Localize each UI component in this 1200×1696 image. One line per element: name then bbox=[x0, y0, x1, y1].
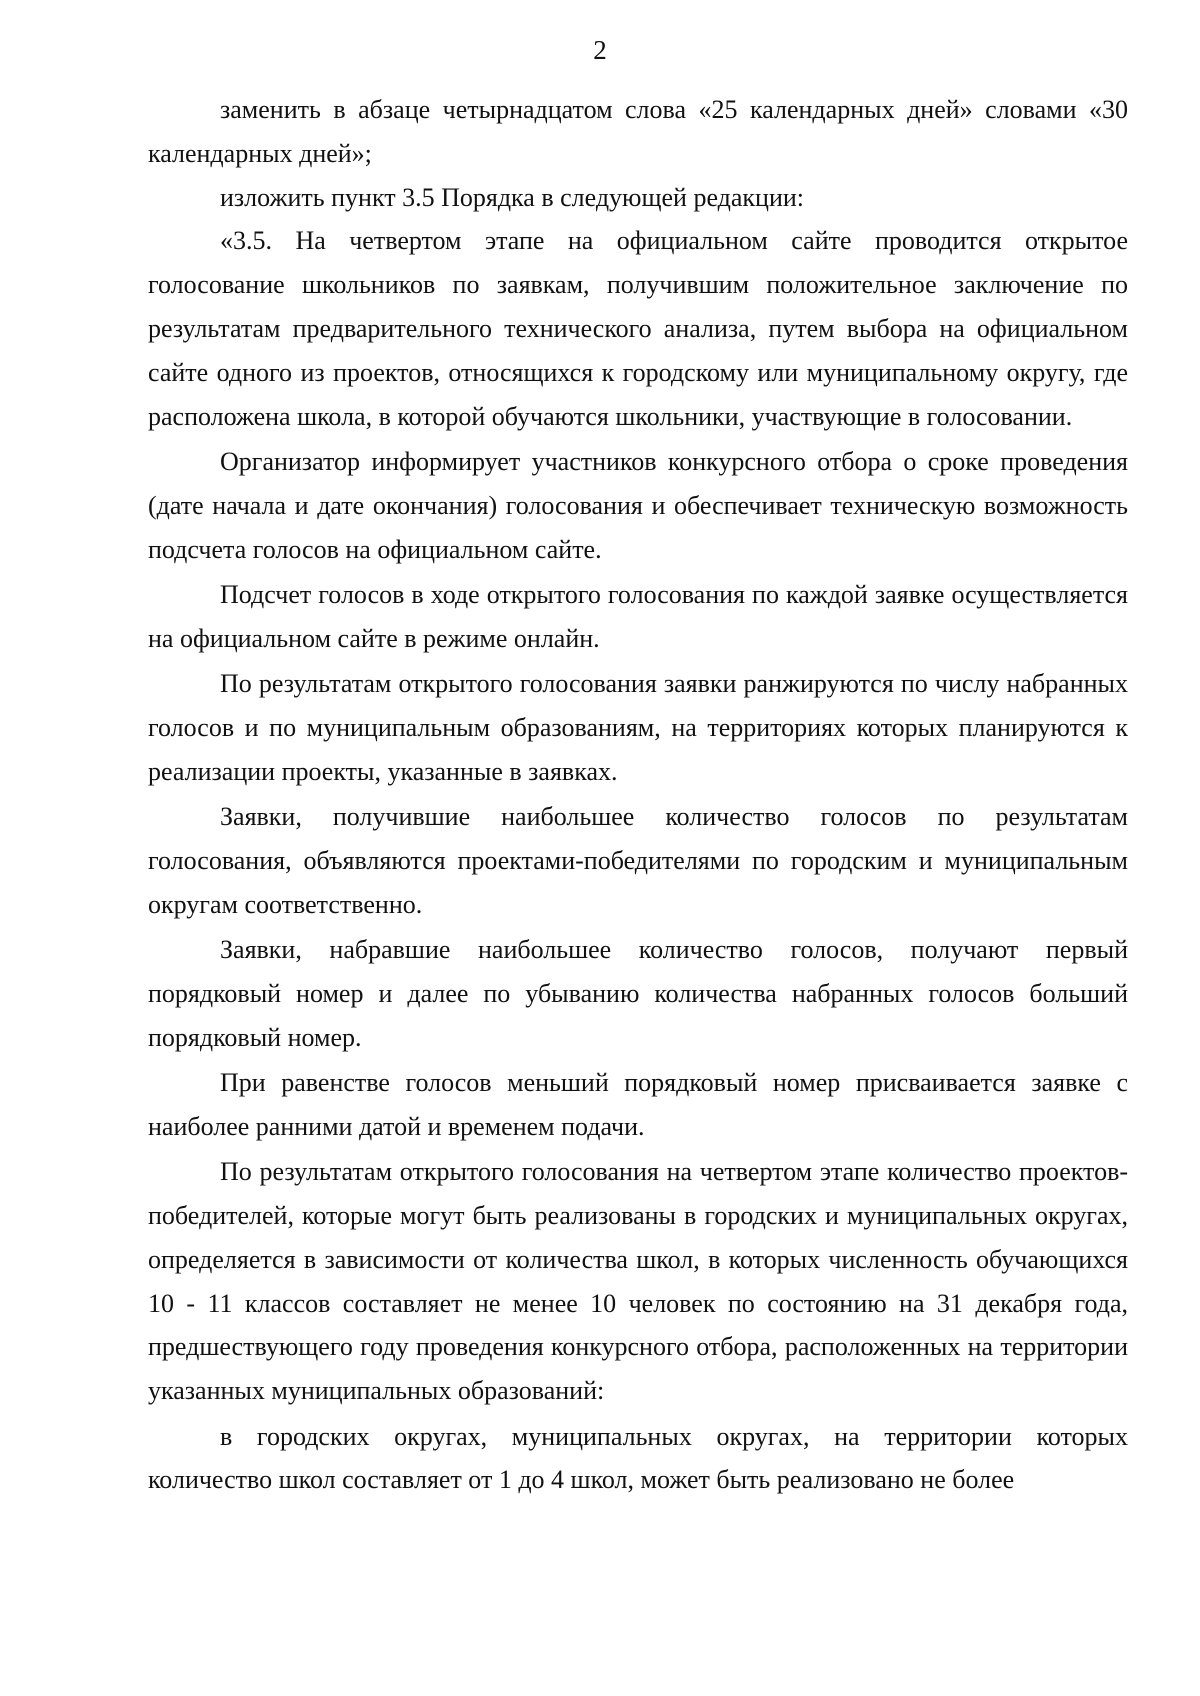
paragraph-vote-counting: Подсчет голосов в ходе открытого голосования по каждой заявке осуществляется на официальном сайте в режиме онлайн. bbox=[148, 579, 1128, 653]
document-body bbox=[148, 88, 1128, 1502]
page-number: 2 bbox=[593, 35, 607, 65]
paragraph-amend-clause: изложить пункт 3.5 Порядка в следующей редакции: bbox=[220, 182, 805, 212]
paragraph-numbering: Заявки, набравшие наибольшее количество голосов, получают первый порядковый номер и далее по убыванию количества набранных голосов больший порядковый номер. bbox=[148, 935, 1128, 1052]
paragraph-replace-words: заменить в абзаце четырнадцатом слова «25 календарных дней» словами «30 календарных дней»; bbox=[148, 95, 1128, 168]
paragraph-ranking: По результатам открытого голосования заявки ранжируются по числу набранных голосов и по муниципальным образованиям, на территориях которых планируются к реализации проекты, указанные в заявках. bbox=[148, 669, 1128, 786]
paragraph-organizer-informs: Организатор информирует участников конкурсного отбора о сроке проведения (дате начала и дате окончания) голосования и обеспечивает техническую возможность подсчета голосов на официальном сайте. bbox=[148, 446, 1128, 564]
paragraph-winners: Заявки, получившие наибольшее количество голосов по результатам голосования, объявляются проектами-победителями по городским и муниципальным округам соответственно. bbox=[148, 802, 1128, 919]
paragraph-clause-3-5: «3.5. На четвертом этапе на официальном сайте проводится открытое голосование школьников по заявкам, получившим положительное заключение по результатам предварительного технического анализа, путем выбора на официальном сайте одного из проектов, относящихся к городскому или муниципальному округу, где расположена школа, в которой обучаются школьники, участвующие в голосовании. bbox=[148, 226, 1128, 431]
paragraph-tie-break: При равенстве голосов меньший порядковый номер присваивается заявке с наиболее ранними датой и временем подачи. bbox=[148, 1068, 1128, 1141]
paragraph-small-districts: в городских округах, муниципальных округах, на территории которых количество школ составляет от 1 до 4 школ, может быть реализовано не более bbox=[148, 1421, 1128, 1495]
paragraph-winner-count: По результатам открытого голосования на четвертом этапе количество проектов-победителей, которые могут быть реализованы в городских и муниципальных округах, определяется в зависимости от количества школ, в которых численность обучающихся 10 - 11 классов составляет не менее 10 человек по состоянию на 31 декабря года, предшествующего году проведения конкурсного отбора, расположенных на территории указанных муниципальных образований: bbox=[148, 1157, 1128, 1406]
